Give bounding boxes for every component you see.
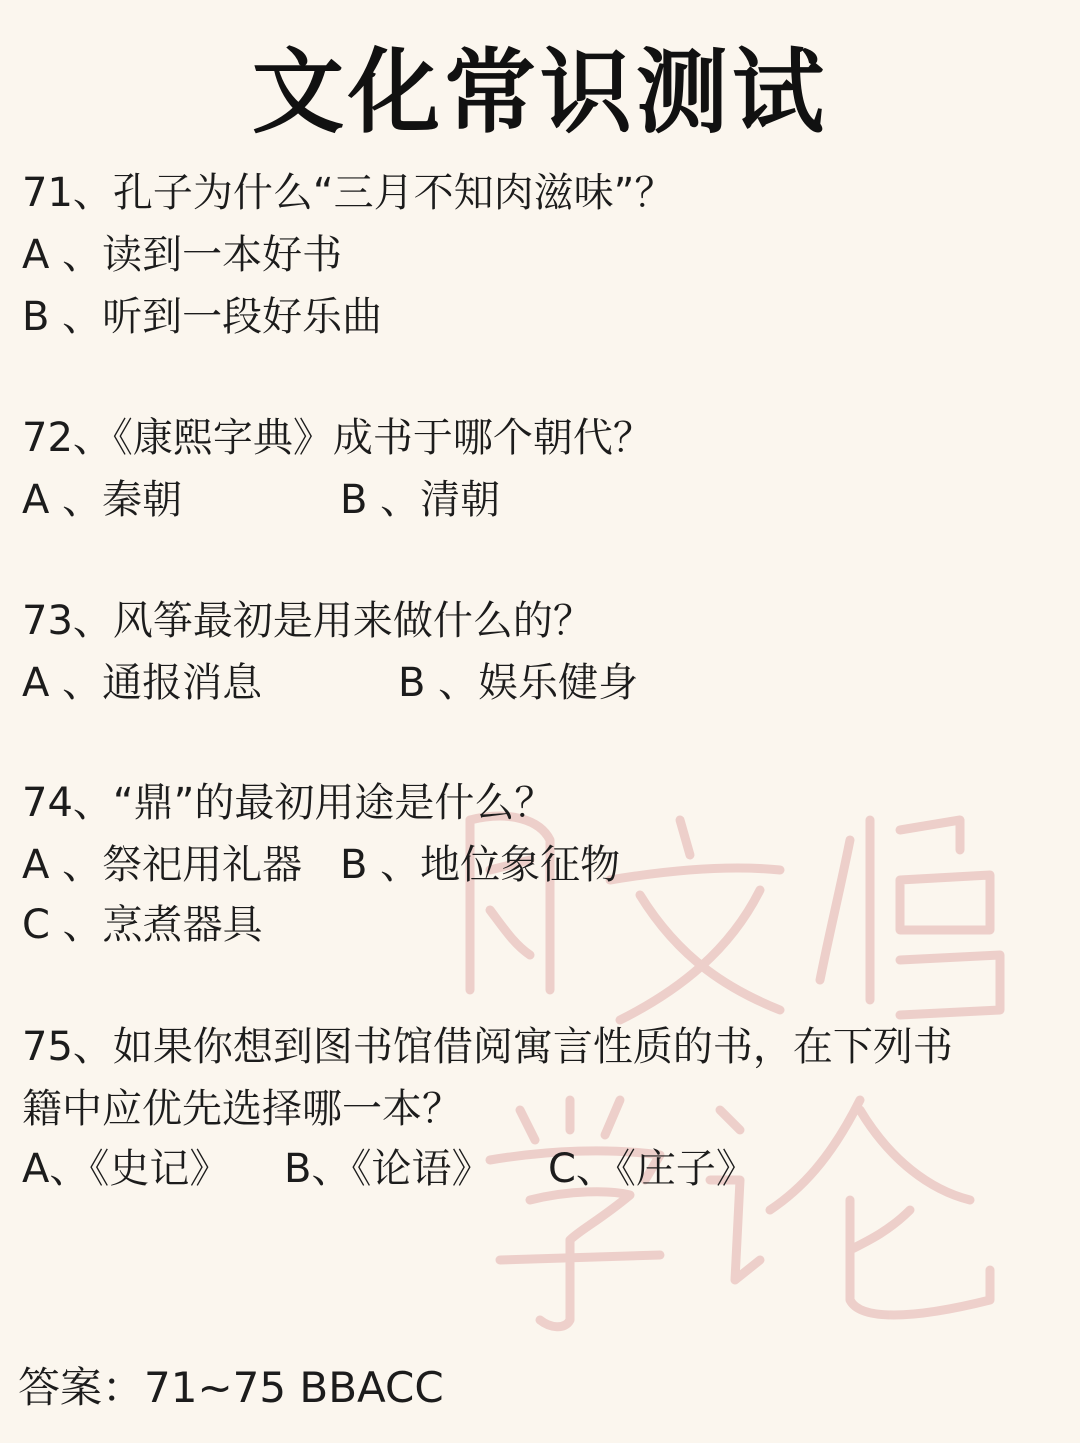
question-73-option-a: A 、通报消息 xyxy=(22,660,263,706)
question-75-stem-line-2: 籍中应优先选择哪一本？ xyxy=(22,1086,462,1132)
question-73-option-b: B 、娱乐健身 xyxy=(398,660,639,706)
question-72-option-b: B 、清朝 xyxy=(340,477,501,523)
question-74-option-a: A 、祭祀用礼器 xyxy=(22,842,303,888)
question-74-option-c: C 、烹煮器具 xyxy=(22,902,263,948)
question-75-option-b: B、《论语》 xyxy=(284,1146,492,1192)
page-title: 文化常识测试 xyxy=(251,39,828,146)
question-75-stem-line-1: 75、如果你想到图书馆借阅寓言性质的书，在下列书 xyxy=(22,1024,953,1070)
question-75-option-c: C、《庄子》 xyxy=(548,1146,756,1192)
question-75-option-a: A、《史记》 xyxy=(22,1146,230,1192)
question-73-stem: 73、风筝最初是用来做什么的？ xyxy=(22,598,593,644)
answer-key: 答案：71~75 BBACC xyxy=(18,1363,444,1412)
question-72-stem: 72、《康熙字典》成书于哪个朝代？ xyxy=(22,415,653,461)
question-74-stem: 74、“鼎”的最初用途是什么？ xyxy=(22,780,555,826)
question-71-option-a: A 、读到一本好书 xyxy=(22,232,343,278)
question-71-option-b: B 、听到一段好乐曲 xyxy=(22,294,383,340)
question-71-stem: 71、孔子为什么“三月不知肉滋味”？ xyxy=(22,170,675,216)
question-74-option-b: B 、地位象征物 xyxy=(340,842,621,888)
question-72-option-a: A 、秦朝 xyxy=(22,477,183,523)
